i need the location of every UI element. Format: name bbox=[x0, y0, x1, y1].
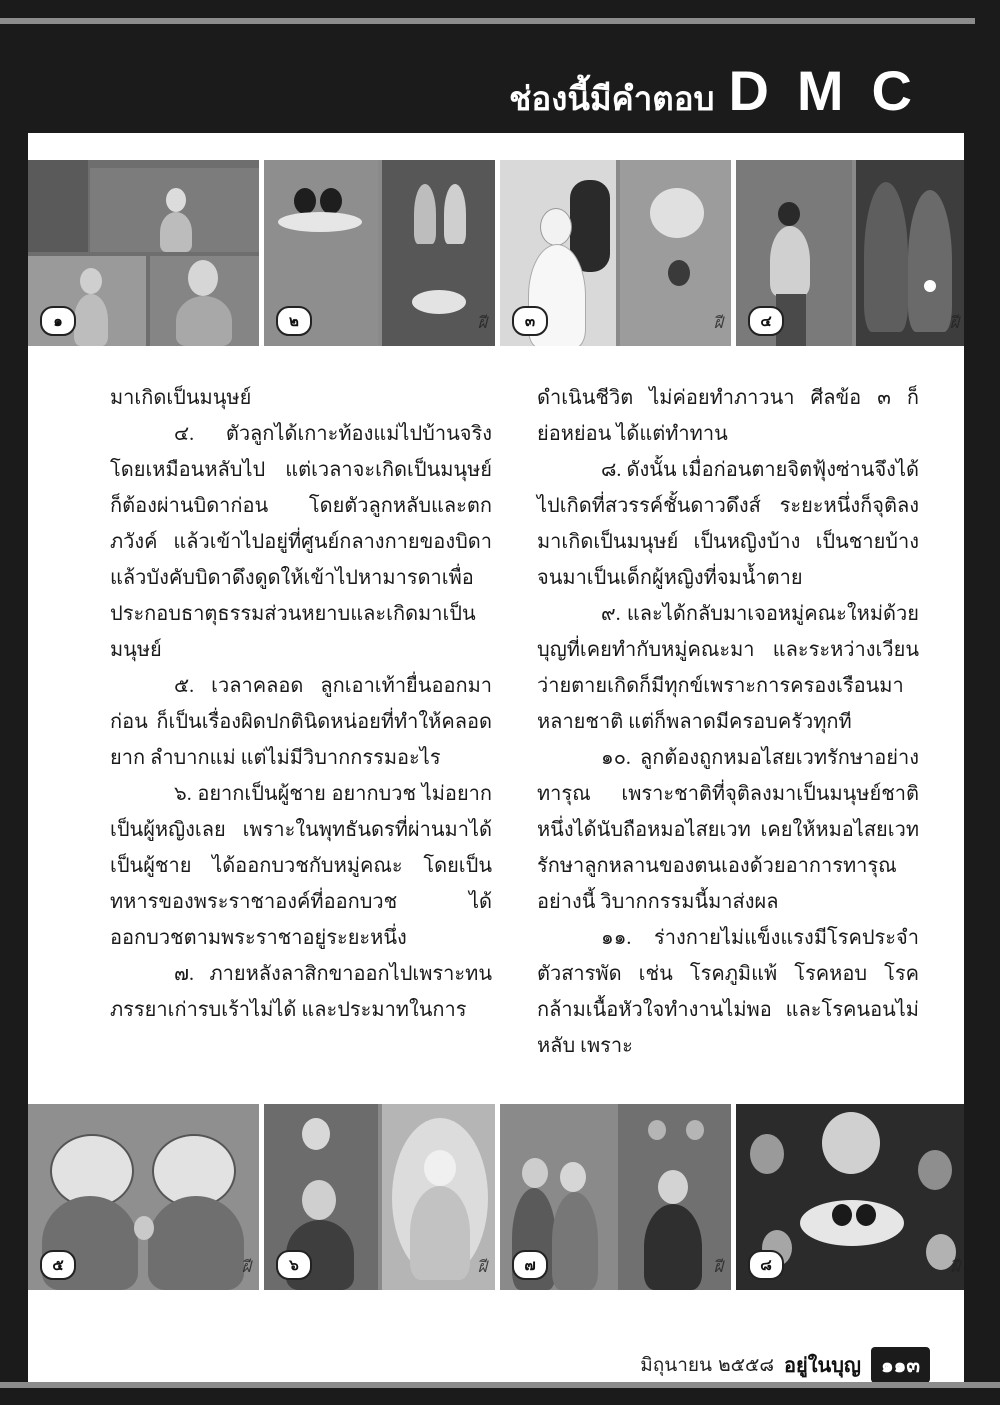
panel-badge-7: ๗ bbox=[512, 1250, 548, 1280]
panel-2 bbox=[264, 160, 495, 346]
page-number: ๑๑๓ bbox=[871, 1347, 930, 1382]
panel-badge-1: ๑ bbox=[40, 306, 76, 336]
monk-head-icon bbox=[648, 1120, 666, 1140]
woman-head-icon bbox=[560, 1162, 586, 1192]
bottom-black-margin bbox=[0, 1388, 1000, 1405]
man-head-icon bbox=[658, 1170, 688, 1204]
top-photo-strip bbox=[28, 160, 964, 346]
man-figure-icon bbox=[444, 184, 466, 244]
paragraph: ๑๑. ร่างกายไม่แข็งแรงมีโรคประจำตัวสารพัด เช่น โรคภูมิแพ้ โรคหอบ โรคกล้ามเนื้อหัวใจทำงานไม่พอ และโรคนอนไม่หลับ เพราะ bbox=[537, 927, 919, 1057]
paragraph: ดำเนินชีวิต ไม่ค่อยทำภาวนา ศีลข้อ ๓ ก็ย่อหย่อน ได้แต่ทำทาน bbox=[537, 387, 919, 445]
light-spark-icon bbox=[924, 280, 936, 292]
paragraph: ๔. ตัวลูกได้เกาะท้องแม่ไปบ้านจริง โดยเหมือนหลับไป แต่เวลาจะเกิดเป็นมนุษย์ ก็ต้องผ่านบิดาก่อน โดยตัวลูกหลับและตกภวังค์ แล้วเข้าไปอยู่ที่ศูนย์กลางกายของบิดา แล้วบังคับบิดาดึงดูดให้เข้าไปหามารดาเพื่อประกอบธาตุธรรมส่วนหยาบและเกิดมาเป็นมนุษย์ bbox=[110, 423, 492, 661]
panel-8 bbox=[736, 1104, 964, 1290]
paragraph: มาเกิดเป็นมนุษย์ bbox=[110, 387, 252, 409]
child-head-icon bbox=[166, 188, 186, 212]
woman-figure-icon bbox=[552, 1192, 598, 1290]
magazine-name: อยู่ในบุญ bbox=[784, 1353, 861, 1377]
artist-signature: ฝี bbox=[713, 1257, 723, 1276]
spirit-orb-icon bbox=[294, 188, 316, 214]
bottom-photo-strip bbox=[28, 1104, 964, 1290]
child-head-icon bbox=[668, 260, 690, 286]
monk-head-icon bbox=[686, 1120, 704, 1140]
spirit-orb-icon bbox=[832, 1204, 852, 1226]
spirit-orb-icon bbox=[320, 188, 342, 214]
spirit-orb-icon bbox=[856, 1204, 876, 1226]
man-head-icon bbox=[522, 1158, 548, 1188]
header-title-thai: ช่องนี้มีคำตอบ bbox=[509, 79, 715, 118]
header-title-dmc: DMC bbox=[728, 59, 940, 122]
panel-4 bbox=[736, 160, 964, 346]
child-figure-icon bbox=[160, 212, 192, 252]
man-bubble-icon bbox=[918, 1150, 952, 1190]
girl-head-icon bbox=[80, 268, 102, 294]
panel-badge-4: ๔ bbox=[748, 306, 784, 336]
paragraph: ๗. ภายหลังลาสิกขาออกไปเพราะทนภรรยาเก่ารบเร้าไม่ได้ และประมาทในการ bbox=[110, 963, 492, 1021]
panel-badge-3: ๓ bbox=[512, 306, 548, 336]
baby-in-bubble-icon bbox=[650, 188, 704, 238]
king-head-icon bbox=[302, 1118, 330, 1150]
paragraph: ๕. เวลาคลอด ลูกเอาเท้ายื่นออกมาก่อน ก็เป็นเรื่องผิดปกตินิดหน่อยที่ทำให้คลอดยาก ลำบากแม่ แต่ไม่มีวิบากกรรมอะไร bbox=[110, 675, 492, 769]
artist-signature: ฝี bbox=[477, 313, 487, 332]
woman-figure-icon bbox=[414, 184, 436, 244]
panel-badge-5: ๕ bbox=[40, 1250, 76, 1280]
right-text-column bbox=[537, 380, 919, 1064]
woman-head-icon bbox=[188, 260, 218, 296]
artist-signature: ฝี bbox=[241, 1257, 251, 1276]
page-footer bbox=[640, 1347, 930, 1382]
woman-figure-icon bbox=[176, 296, 232, 346]
panel-1 bbox=[28, 160, 259, 346]
panel-1-scene-a bbox=[28, 160, 88, 252]
soldier-head-icon bbox=[302, 1180, 336, 1220]
deity-bubble-icon bbox=[822, 1112, 880, 1174]
issue-date: มิถุนายน ๒๕๕๘ bbox=[640, 1354, 775, 1376]
light-cloud-icon bbox=[278, 212, 362, 232]
man-figure-icon bbox=[770, 226, 810, 296]
artist-signature: ฝี bbox=[713, 313, 723, 332]
paragraph: ๘. ดังนั้น เมื่อก่อนตายจิตฟุ้งซ่านจึงได้ไปเกิดที่สวรรค์ชั้นดาวดึงส์ ระยะหนึ่งก็จุติลงมาเกิดเป็นมนุษย์ เป็นหญิงบ้าง เป็นชายบ้าง จนมาเป็นเด็กผู้หญิงที่จมน้ำตาย bbox=[537, 459, 919, 589]
page-header bbox=[509, 58, 940, 125]
buddha-head-icon bbox=[540, 208, 572, 246]
paragraph: ๑๐. ลูกต้องถูกหมอไสยเวทรักษาอย่างทารุณ เพราะชาติที่จุติลงมาเป็นมนุษย์ชาติหนึ่งได้นับถือหมอไสยเวท เคยให้หมอไสยเวทรักษาลูกหลานของตนเองด้วยอาการทารุณอย่างนี้ วิบากกรรมนี้มาส่งผล bbox=[537, 747, 919, 913]
panel-6 bbox=[264, 1104, 495, 1290]
artist-signature: ฝี bbox=[477, 1257, 487, 1276]
silhouette-figure-icon bbox=[908, 190, 952, 332]
monk-head-icon bbox=[424, 1150, 456, 1186]
panel-3 bbox=[500, 160, 731, 346]
left-text-column bbox=[110, 380, 492, 1028]
panel-badge-2: ๒ bbox=[276, 306, 312, 336]
monk-figure-icon bbox=[410, 1186, 470, 1280]
artist-signature: ฝี bbox=[950, 1257, 960, 1276]
panel-5 bbox=[28, 1104, 259, 1290]
panel-badge-8: ๘ bbox=[748, 1250, 784, 1280]
small-figure-icon bbox=[134, 1216, 154, 1240]
soldier-body-icon bbox=[148, 1196, 244, 1290]
light-cloud-icon bbox=[800, 1200, 904, 1246]
man-head-icon bbox=[778, 202, 800, 226]
panel-badge-6: ๖ bbox=[276, 1250, 312, 1280]
woman-bubble-icon bbox=[750, 1134, 784, 1174]
praying-man-figure-icon bbox=[644, 1204, 702, 1290]
top-border-strip bbox=[0, 18, 975, 24]
light-splash-icon bbox=[412, 290, 466, 314]
panel-7 bbox=[500, 1104, 731, 1290]
page-content-area bbox=[28, 133, 964, 1382]
girl-figure-icon bbox=[74, 294, 108, 346]
artist-signature: ฝี bbox=[949, 313, 959, 332]
paragraph: ๙. และได้กลับมาเจอหมู่คณะใหม่ด้วยบุญที่เคยทำกับหมู่คณะมา และระหว่างเวียนว่ายตายเกิดก็มีทุกข์เพราะการครองเรือนมาหลายชาติ แต่ก็พลาดมีครอบครัวทุกที bbox=[537, 603, 919, 733]
paragraph: ๖. อยากเป็นผู้ชาย อยากบวช ไม่อยากเป็นผู้หญิงเลย เพราะในพุทธันดรที่ผ่านมาได้เป็นผู้ชาย ได้ออกบวชกับหมู่คณะ โดยเป็นทหารของพระราชาองค์ที่ออกบวช ได้ออกบวชตามพระราชาอยู่ระยะหนึ่ง bbox=[110, 783, 492, 949]
silhouette-figure-icon bbox=[864, 182, 908, 332]
